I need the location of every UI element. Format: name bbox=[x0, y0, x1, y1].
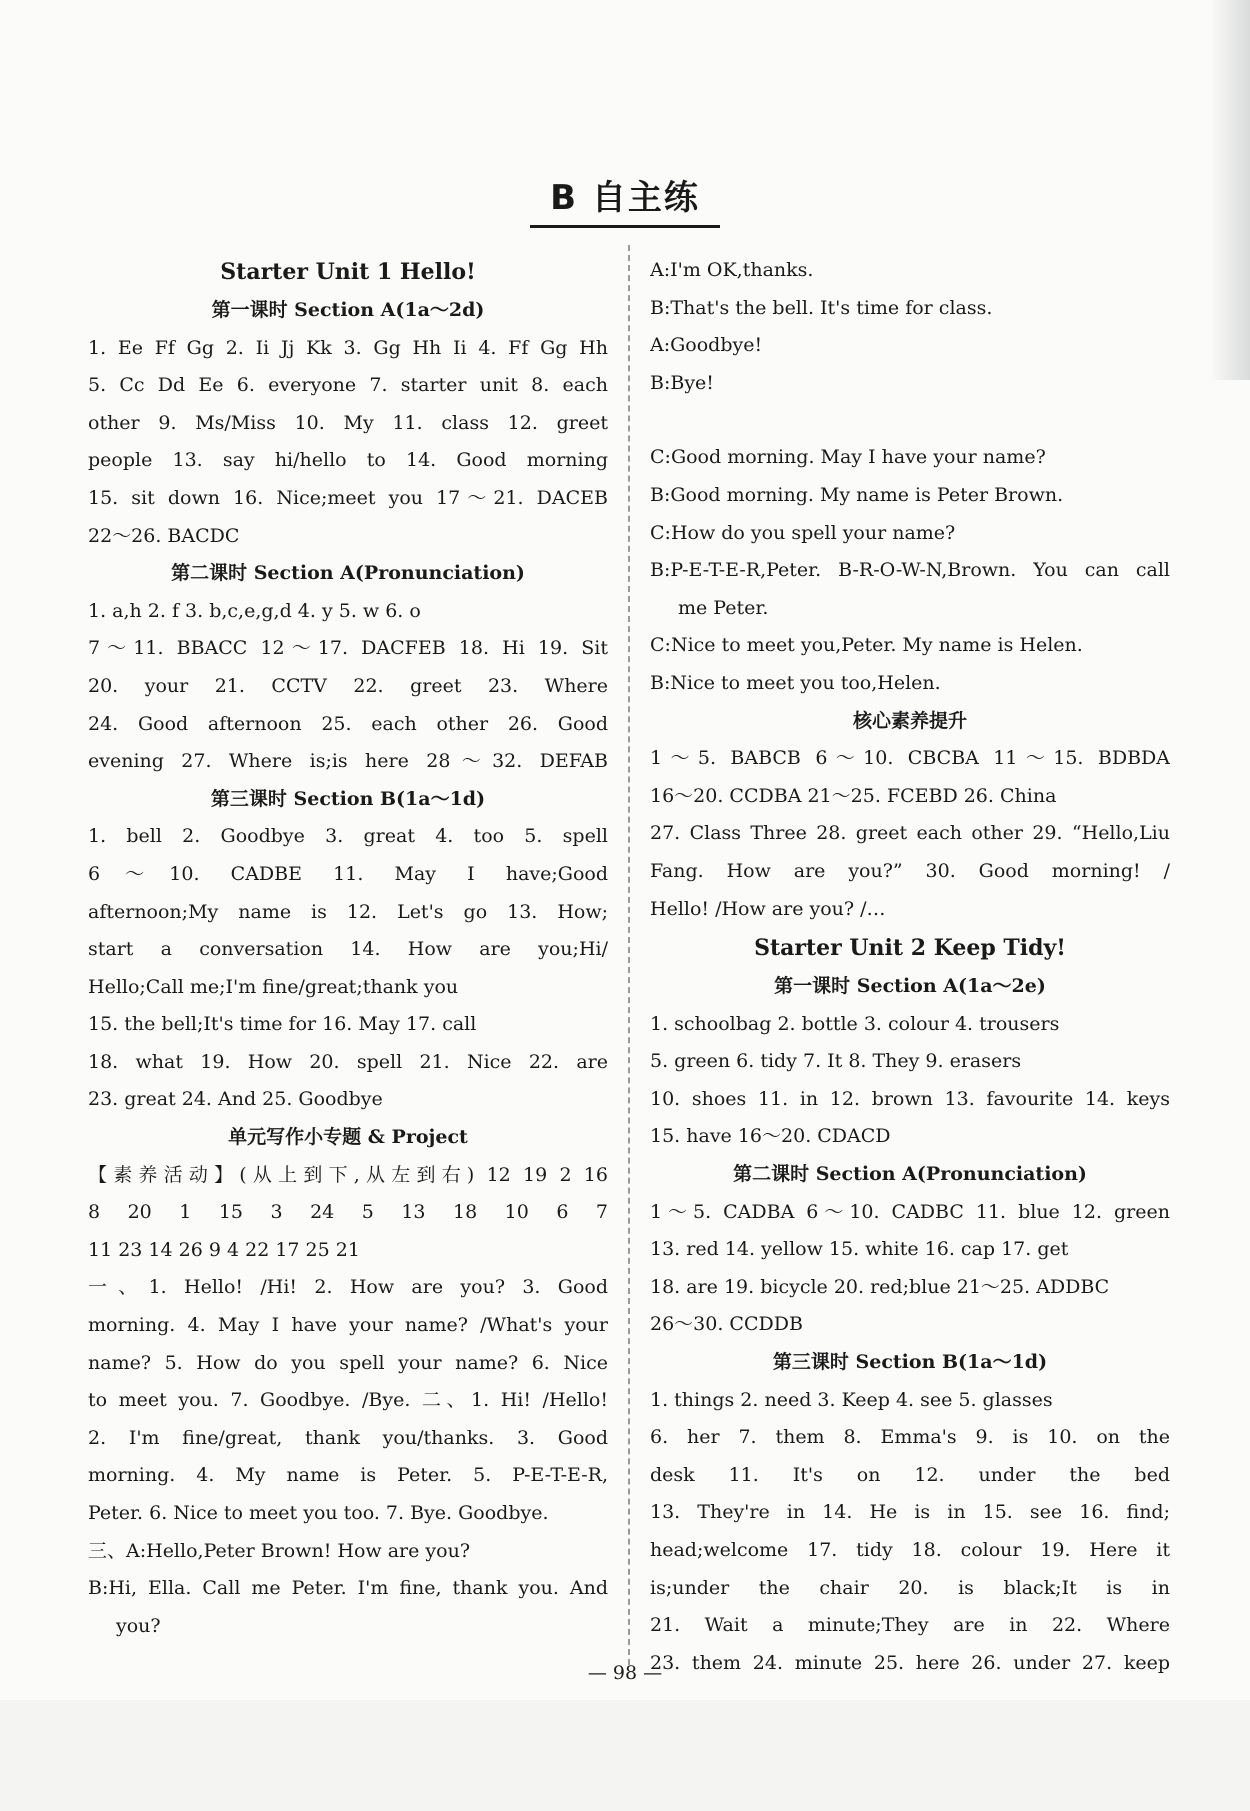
answer-line: 6. her 7. them 8. Emma's 9. is 10. on the bbox=[650, 1426, 1170, 1449]
answer-line: 24. Good afternoon 25. each other 26. Good bbox=[88, 712, 608, 735]
answer-line: 16～20. CCDBA 21～25. FCEBD 26. China bbox=[650, 784, 1057, 807]
answer-line: 15. have 16～20. CDACD bbox=[650, 1125, 891, 1148]
answer-line: C:Good morning. May I have your name? bbox=[650, 446, 1046, 469]
answer-line: 11 23 14 26 9 4 22 17 25 21 bbox=[88, 1238, 360, 1261]
answer-line: 1. bell 2. Goodbye 3. great 4. too 5. spell bbox=[88, 825, 608, 848]
answer-line: B:P-E-T-E-R,Peter. B-R-O-W-N,Brown. You can call bbox=[650, 559, 1170, 582]
answer-line: afternoon;My name is 12. Let's go 13. How; bbox=[88, 900, 608, 923]
left-column bbox=[88, 252, 608, 1645]
answer-line: 22～26. BACDC bbox=[88, 524, 240, 547]
answer-line: 1. things 2. need 3. Keep 4. see 5. glasses bbox=[650, 1388, 1053, 1411]
unit-heading: Starter Unit 1 Hello! bbox=[220, 259, 476, 285]
answer-line: B:Bye! bbox=[650, 371, 714, 394]
answer-line: 1～5. CADBA 6～10. CADBC 11. blue 12. green bbox=[650, 1200, 1170, 1223]
answer-line: 5. green 6. tidy 7. It 8. They 9. erasers bbox=[650, 1050, 1022, 1073]
answer-line: start a conversation 14. How are you;Hi/ bbox=[88, 938, 608, 961]
page-number: — 98 — bbox=[587, 1662, 663, 1684]
answer-line: 13. They're in 14. He is in 15. see 16. find; bbox=[650, 1501, 1170, 1524]
answer-line: 【素养活动】(从上到下,从左到右) 12 19 2 16 bbox=[88, 1163, 608, 1186]
answer-line: 三、A:Hello,Peter Brown! How are you? bbox=[88, 1539, 471, 1562]
answer-line: 10. shoes 11. in 12. brown 13. favourite 14. keys bbox=[650, 1087, 1170, 1110]
answer-line: 15. sit down 16. Nice;meet you 17～21. DACEB bbox=[88, 486, 608, 509]
answer-line: name? 5. How do you spell your name? 6. Nice bbox=[88, 1351, 608, 1374]
answer-line: Hello;Call me;I'm fine/great;thank you bbox=[88, 975, 459, 998]
blank-line bbox=[650, 402, 1170, 439]
answer-line: me Peter. bbox=[678, 596, 769, 619]
lesson-heading: 第一课时 Section A(1a～2e) bbox=[774, 975, 1046, 998]
right-column bbox=[650, 252, 1170, 1682]
page-title bbox=[0, 170, 1250, 228]
answer-line: B:That's the bell. It's time for class. bbox=[650, 296, 993, 319]
answer-line: to meet you. 7. Goodbye. /Bye. 二、1. Hi! /Hello! bbox=[88, 1389, 608, 1412]
answer-line: morning. 4. My name is Peter. 5. P-E-T-E-R, bbox=[88, 1464, 608, 1487]
answer-line: morning. 4. May I have your name? /What's your bbox=[88, 1314, 608, 1337]
answer-line: 2. I'm fine/great, thank you/thanks. 3. Good bbox=[88, 1426, 608, 1449]
answer-line: 6～10. CADBE 11. May I have;Good bbox=[88, 862, 608, 885]
lesson-heading: 核心素养提升 bbox=[852, 709, 967, 732]
lesson-heading: 第三课时 Section B(1a～1d) bbox=[210, 787, 486, 810]
lesson-heading: 第三课时 Section B(1a～1d) bbox=[772, 1351, 1048, 1374]
answer-line: 1. schoolbag 2. bottle 3. colour 4. trousers bbox=[650, 1012, 1060, 1035]
page-title-text: B 自主练 bbox=[530, 170, 720, 228]
answer-line: C:Nice to meet you,Peter. My name is Helen. bbox=[650, 634, 1083, 657]
answer-line: 23. great 24. And 25. Goodbye bbox=[88, 1088, 383, 1111]
answer-line: head;welcome 17. tidy 18. colour 19. Here it bbox=[650, 1539, 1170, 1561]
answer-line: C:How do you spell your name? bbox=[650, 521, 956, 544]
answer-line: evening 27. Where is;is here 28～32. DEFAB bbox=[88, 750, 608, 773]
answer-line: 一、1. Hello! /Hi! 2. How are you? 3. Good bbox=[88, 1276, 608, 1299]
answer-line: 23. them 24. minute 25. here 26. under 27. keep bbox=[650, 1651, 1170, 1674]
answer-line: B:Hi, Ella. Call me Peter. I'm fine, thank you. And bbox=[88, 1577, 608, 1600]
answer-line: B:Nice to meet you too,Helen. bbox=[650, 671, 941, 694]
lesson-heading: 第二课时 Section A(Pronunciation) bbox=[171, 562, 525, 585]
answer-line: A:I'm OK,thanks. bbox=[650, 259, 814, 281]
answer-line: 20. your 21. CCTV 22. greet 23. Where bbox=[88, 674, 608, 697]
answer-line: Peter. 6. Nice to meet you too. 7. Bye. Goodbye. bbox=[88, 1502, 549, 1524]
answer-line: 27. Class Three 28. greet each other 29. “Hello,Liu bbox=[650, 822, 1170, 845]
answer-line: 1～5. BABCB 6～10. CBCBA 11～15. BDBDA bbox=[650, 747, 1170, 770]
answer-line: 1. Ee Ff Gg 2. Ii Jj Kk 3. Gg Hh Ii 4. Ff Gg Hh bbox=[88, 336, 608, 359]
answer-line: you? bbox=[116, 1614, 161, 1637]
unit-heading: Starter Unit 2 Keep Tidy! bbox=[754, 935, 1066, 962]
answer-line: desk 11. It's on 12. under the bed bbox=[650, 1463, 1170, 1486]
answer-line: B:Good morning. My name is Peter Brown. bbox=[650, 483, 1064, 506]
answer-line: 13. red 14. yellow 15. white 16. cap 17. get bbox=[650, 1238, 1069, 1261]
lesson-heading: 单元写作小专题 & Project bbox=[228, 1126, 468, 1149]
answer-line: A:Goodbye! bbox=[650, 334, 763, 357]
answer-line: 26～30. CCDDB bbox=[650, 1313, 803, 1336]
answer-line: other 9. Ms/Miss 10. My 11. class 12. greet bbox=[88, 411, 608, 434]
answer-line: 21. Wait a minute;They are in 22. Where bbox=[650, 1614, 1170, 1637]
answer-line: 18. what 19. How 20. spell 21. Nice 22. are bbox=[88, 1050, 608, 1073]
lesson-heading: 第二课时 Section A(Pronunciation) bbox=[733, 1163, 1087, 1186]
answer-line: 18. are 19. bicycle 20. red;blue 21～25. ADDBC bbox=[650, 1275, 1110, 1298]
answer-line: Hello! /How are you? /… bbox=[650, 897, 886, 920]
answer-line: 5. Cc Dd Ee 6. everyone 7. starter unit 8. each bbox=[88, 374, 608, 397]
answer-line: 7～11. BBACC 12～17. DACFEB 18. Hi 19. Sit bbox=[88, 637, 608, 660]
answer-line: people 13. say hi/hello to 14. Good morning bbox=[88, 449, 608, 472]
page-footer-area bbox=[0, 1700, 1250, 1811]
answer-line: 1. a,h 2. f 3. b,c,e,g,d 4. y 5. w 6. o bbox=[88, 599, 421, 622]
answer-line: 8 20 1 15 3 24 5 13 18 10 6 7 bbox=[88, 1201, 608, 1224]
answer-line: 15. the bell;It's time for 16. May 17. call bbox=[88, 1013, 477, 1036]
answer-line: is;under the chair 20. is black;It is in bbox=[650, 1576, 1170, 1599]
lesson-heading: 第一课时 Section A(1a～2d) bbox=[211, 299, 485, 321]
column-divider bbox=[628, 245, 630, 1665]
answer-line: Fang. How are you?” 30. Good morning! / bbox=[650, 859, 1170, 882]
